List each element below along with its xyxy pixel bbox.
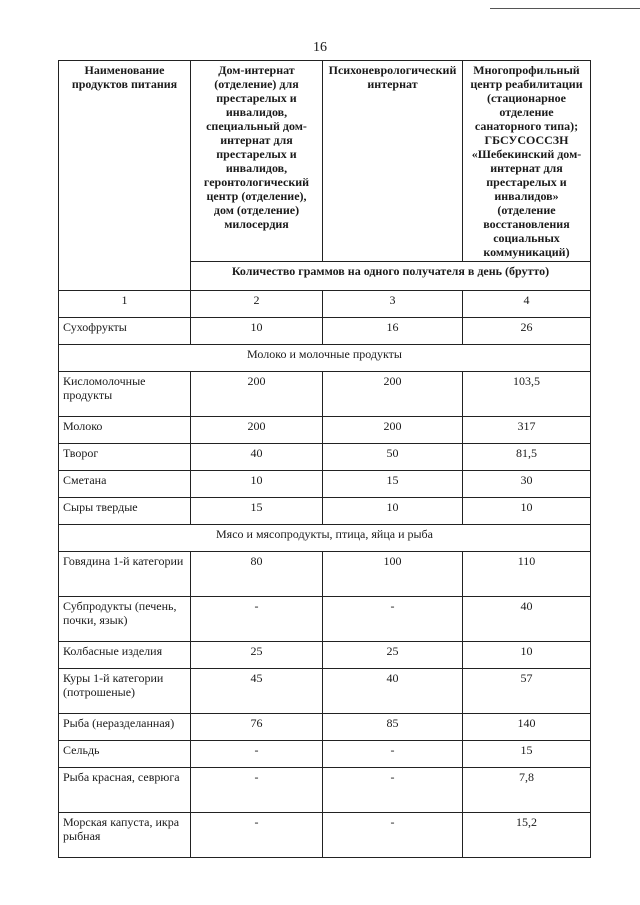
value-cell: 26 [463,318,591,345]
product-name: Кисломолочные продукты [59,372,191,417]
table-row [59,417,591,444]
value-cell: 10 [323,498,463,525]
value-cell: 10 [463,498,591,525]
column-number: 4 [463,291,591,318]
scan-edge-line [490,8,640,9]
product-name: Сельдь [59,741,191,768]
header-rehab-center: Многопрофильный центр реабилитации (стационарное отделение санаторного типа); ГБСУСОССЗН «Шебекинский дом-интернат для престарелых и инвалидов» (отделение восстановления социальных коммуникаций) [463,61,591,262]
table-row [59,813,591,858]
value-cell: 50 [323,444,463,471]
value-cell: 140 [463,714,591,741]
table-row [59,642,591,669]
value-cell: 200 [323,372,463,417]
value-cell: 40 [191,444,323,471]
product-name: Куры 1-й категории (потрошеные) [59,669,191,714]
value-cell: 103,5 [463,372,591,417]
value-cell: 57 [463,669,591,714]
table-row [59,597,591,642]
value-cell: - [191,741,323,768]
value-cell: - [323,813,463,858]
product-name: Морская капуста, икра рыбная [59,813,191,858]
value-cell: 200 [323,417,463,444]
value-cell: 200 [191,417,323,444]
table-row [59,741,591,768]
column-number: 3 [323,291,463,318]
product-name: Сухофрукты [59,318,191,345]
table-row [59,768,591,813]
unit-label: Количество граммов на одного получателя в день (брутто) [191,262,591,291]
product-name: Субпродукты (печень, почки, язык) [59,597,191,642]
product-name: Молоко [59,417,191,444]
product-name: Говядина 1-й категории [59,552,191,597]
product-name: Сыры твердые [59,498,191,525]
value-cell: 25 [323,642,463,669]
value-cell: 15 [323,471,463,498]
table-row [59,498,591,525]
value-cell: - [323,768,463,813]
value-cell: 45 [191,669,323,714]
value-cell: 200 [191,372,323,417]
value-cell: 25 [191,642,323,669]
value-cell: 10 [191,318,323,345]
value-cell: 81,5 [463,444,591,471]
value-cell: 7,8 [463,768,591,813]
value-cell: - [323,741,463,768]
table-row [59,552,591,597]
value-cell: 100 [323,552,463,597]
value-cell: 30 [463,471,591,498]
value-cell: 110 [463,552,591,597]
value-cell: 40 [323,669,463,714]
value-cell: 16 [323,318,463,345]
section-title: Молоко и молочные продукты [59,345,591,372]
value-cell: 317 [463,417,591,444]
value-cell: 15 [463,741,591,768]
table-row [59,318,591,345]
value-cell: - [191,597,323,642]
page-number: 16 [313,40,327,55]
value-cell: 10 [463,642,591,669]
header-psychoneurological: Психоневрологический интернат [323,61,463,262]
table-header-row [59,61,591,262]
value-cell: 15,2 [463,813,591,858]
product-name: Колбасные изделия [59,642,191,669]
column-number: 1 [59,291,191,318]
section-header-row [59,345,591,372]
header-nursing-home: Дом-интернат (отделение) для престарелых и инвалидов, специальный дом-интернат для престарелых и инвалидов, геронтологический центр (отделение), дом (отделение) милосердия [191,61,323,262]
section-header-row [59,525,591,552]
product-name: Творог [59,444,191,471]
nutrition-norms-table [58,60,591,858]
section-title: Мясо и мясопродукты, птица, яйца и рыба [59,525,591,552]
table-row [59,714,591,741]
table-row [59,669,591,714]
value-cell: 85 [323,714,463,741]
value-cell: 10 [191,471,323,498]
header-product-name: Наименование продуктов питания [59,61,191,291]
table-row [59,444,591,471]
value-cell: 76 [191,714,323,741]
table-row [59,372,591,417]
value-cell: 15 [191,498,323,525]
product-name: Сметана [59,471,191,498]
value-cell: - [191,768,323,813]
column-numbers-row [59,291,591,318]
value-cell: - [323,597,463,642]
value-cell: 40 [463,597,591,642]
column-number: 2 [191,291,323,318]
value-cell: - [191,813,323,858]
product-name: Рыба (неразделанная) [59,714,191,741]
product-name: Рыба красная, севрюга [59,768,191,813]
value-cell: 80 [191,552,323,597]
table-row [59,471,591,498]
